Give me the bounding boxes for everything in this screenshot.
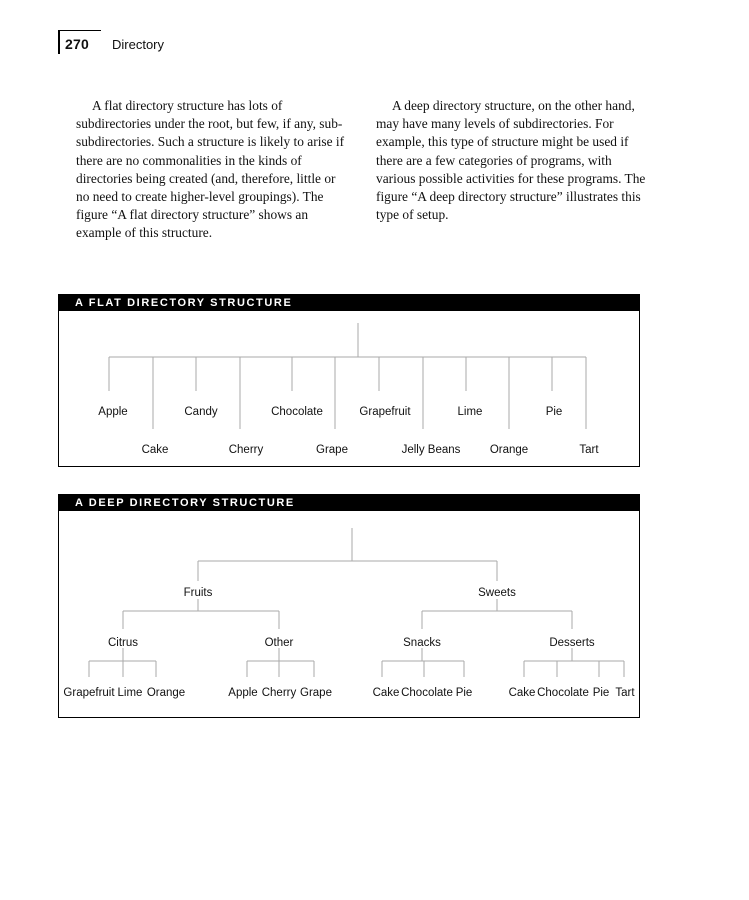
deep-leaf-snacks-pie: Pie bbox=[455, 687, 473, 699]
deep-node-citrus: Citrus bbox=[107, 637, 139, 649]
deep-tree-diagram bbox=[59, 511, 639, 717]
deep-node-snacks: Snacks bbox=[403, 637, 441, 649]
deep-leaf-cherry: Cherry bbox=[261, 687, 297, 699]
flat-item-chocolate: Chocolate bbox=[271, 406, 323, 418]
deep-node-sweets: Sweets bbox=[478, 587, 516, 599]
header-rule bbox=[58, 30, 101, 31]
flat-directory-figure bbox=[58, 294, 640, 467]
flat-item-jelly-beans: Jelly Beans bbox=[401, 444, 461, 456]
flat-tree-diagram bbox=[59, 311, 639, 466]
flat-tree-lines bbox=[109, 323, 586, 429]
deep-leaf-apple: Apple bbox=[228, 687, 258, 699]
right-paragraph: A deep directory structure, on the other hand, may have many levels of subdirectories. For example, this type of structure might be used if there are a few categories of programs, with various possible activities for these programs. The figure “A deep directory structure” illustrates this type of setup. bbox=[376, 98, 646, 223]
flat-item-grape: Grape bbox=[316, 444, 348, 456]
deep-leaf-snacks-chocolate: Chocolate bbox=[401, 687, 453, 699]
header-bar bbox=[58, 30, 60, 54]
deep-leaf-lime: Lime bbox=[117, 687, 143, 699]
deep-leaf-grapefruit: Grapefruit bbox=[63, 687, 115, 699]
deep-tree-lines bbox=[89, 528, 624, 677]
flat-item-cake: Cake bbox=[141, 444, 169, 456]
deep-leaf-desserts-tart: Tart bbox=[615, 687, 635, 699]
right-column bbox=[376, 97, 648, 224]
deep-leaf-orange: Orange bbox=[146, 687, 186, 699]
running-head: Directory bbox=[112, 37, 165, 52]
deep-node-desserts: Desserts bbox=[549, 637, 595, 649]
flat-item-apple: Apple bbox=[98, 406, 128, 418]
deep-leaf-snacks-cake: Cake bbox=[372, 687, 400, 699]
deep-node-fruits: Fruits bbox=[183, 587, 213, 599]
deep-leaf-desserts-pie: Pie bbox=[592, 687, 610, 699]
flat-item-lime: Lime bbox=[457, 406, 483, 418]
flat-item-cherry: Cherry bbox=[228, 444, 264, 456]
deep-figure-title: A DEEP DIRECTORY STRUCTURE bbox=[59, 495, 639, 511]
page-number: 270 bbox=[65, 36, 89, 52]
left-column bbox=[76, 97, 348, 243]
deep-directory-figure bbox=[58, 494, 640, 718]
flat-item-candy: Candy bbox=[184, 406, 218, 418]
flat-figure-title: A FLAT DIRECTORY STRUCTURE bbox=[59, 295, 639, 311]
deep-node-other: Other bbox=[264, 637, 294, 649]
left-paragraph: A flat directory structure has lots of subdirectories under the root, but few, if any, sub-subdirectories. Such a structure is likely to arise if there are no commonalities in the kinds of directories being created (and, therefore, little or no need to create higher-level groupings). The figure “A flat directory structure” shows an example of this structure. bbox=[76, 98, 345, 241]
deep-leaf-grape: Grape bbox=[300, 687, 332, 699]
deep-leaf-desserts-chocolate: Chocolate bbox=[537, 687, 589, 699]
flat-item-grapefruit: Grapefruit bbox=[359, 406, 411, 418]
flat-item-orange: Orange bbox=[489, 444, 529, 456]
flat-item-pie: Pie bbox=[545, 406, 563, 418]
deep-leaf-desserts-cake: Cake bbox=[508, 687, 536, 699]
flat-item-tart: Tart bbox=[579, 444, 599, 456]
